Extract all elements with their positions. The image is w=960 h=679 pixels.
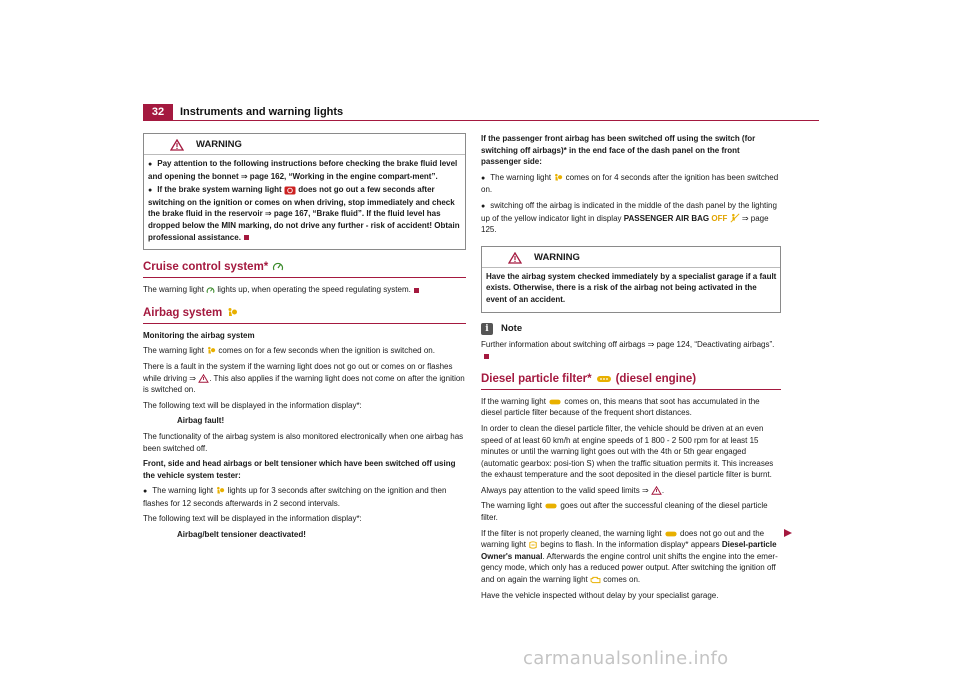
note-info-icon: i [481, 323, 493, 335]
diesel-particle-filter-icon [544, 502, 558, 510]
airbag-icon [553, 173, 563, 183]
display-message-2: Airbag/belt tensioner deactivated! [177, 530, 306, 540]
warning-triangle-icon [170, 139, 184, 151]
diesel-paragraph-4: The warning light goes out after the successful cleaning of the diesel particle filter. [481, 501, 768, 523]
diesel-particle-filter-icon [548, 398, 562, 406]
warning-bullet-1: ● Pay attention to the following instructions before checking the brake fluid level and opening the bonnet ⇒ page 162, “Working in the engine compart-ment”. [148, 158, 462, 182]
diesel-particle-filter-icon [664, 530, 678, 538]
airbag-icon [215, 486, 225, 496]
passenger-bullet-2: ● switching off the airbag is indicated in the middle of the dash panel by the lighting up of the yellow indicator light in display PASSENGER AIR BAG OFF ⇒ page 125. [481, 200, 781, 236]
airbag-subheading-tester: Front, side and head airbags or belt tensioner which have been switched off using the vehicle system tester: [143, 459, 456, 480]
warning-title: WARNING [534, 251, 580, 263]
end-mark [414, 288, 419, 293]
brake-warning-box [143, 133, 466, 250]
brake-warning-icon [284, 186, 296, 195]
passenger-airbag-display-text: PASSENGER AIR BAG [623, 213, 710, 223]
continue-arrow-icon [783, 528, 793, 538]
cruise-control-icon [206, 286, 215, 295]
warning-title: WARNING [196, 139, 242, 151]
engine-control-icon [590, 576, 601, 584]
airbag-paragraph-3: The following text will be displayed in the information display*: [143, 400, 362, 410]
passenger-airbag-heading: If the passenger front airbag has been switched off using the switch (for switching off airbags)* in the end face of the dash panel on the front passenger side: [481, 134, 756, 167]
airbag-icon [226, 307, 238, 319]
warning-triangle-icon [198, 374, 209, 383]
airbag-subheading-monitoring: Monitoring the airbag system [143, 330, 255, 340]
diesel-paragraph-6: Have the vehicle inspected without delay by your specialist garage. [481, 590, 719, 600]
diesel-section-title: Diesel particle filter* (diesel engine) [481, 372, 781, 390]
diesel-paragraph-1: If the warning light comes on, this means that soot has accumulated in the diesel particle filter because of the frequent short distances. [481, 396, 760, 418]
airbag-paragraph-4: The functionality of the airbag system is also monitored electronically when one airbag has been switched off. [143, 431, 464, 453]
airbag-paragraph-1: The warning light comes on for a few seconds when the ignition is switched on. [143, 346, 435, 356]
airbag-paragraph-2: There is a fault in the system if the warning light does not go out or comes on or flashes while driving ⇒ . This also applies if the warning light does not come on after the ignition is switched on. [143, 361, 465, 395]
running-header: Instruments and warning lights [180, 106, 344, 118]
passenger-airbag-off-text: OFF [711, 213, 728, 223]
header-rule [143, 120, 819, 121]
end-mark [484, 354, 489, 359]
warning-triangle-icon [651, 486, 662, 495]
glow-plug-icon [528, 541, 538, 549]
cruise-control-icon [272, 261, 284, 273]
cruise-text: The warning light lights up, when operating the speed regulating system. [143, 284, 466, 296]
passenger-bullet-1: ● The warning light comes on for 4 seconds after the ignition has been switched on. [481, 172, 781, 196]
right-column [481, 133, 781, 605]
diesel-paragraph-3: Always pay attention to the valid speed limits ⇒ . [481, 485, 665, 495]
watermark: carmanualsonline.info [523, 648, 729, 669]
airbag-bullet-1: ● The warning light lights up for 3 seconds after switching on the ignition and then flashes for 12 seconds afterwards in 2 second intervals. [143, 485, 466, 509]
warning-header [144, 136, 465, 155]
left-column [143, 133, 466, 545]
diesel-paragraph-5: If the filter is not properly cleaned, the warning light does not go out and the warning light begins to flash. In the information display* appears Diesel-particle Owner's manual. Afterwards the engine control unit shifts the engine into the emer-gency mode, which only has a reduced power output. After switching the ignition off and on again the warning light comes on. [481, 528, 778, 585]
note-text: Further information about switching off airbags ⇒ page 124, “Deactivating airbags”. [481, 339, 781, 362]
display-message-1: Airbag fault! [177, 416, 225, 426]
airbag-warning-text: Have the airbag system checked immediately by a specialist garage if a fault exists. Otherwise, there is a risk of the airbag not being activated in the event of an accident. [486, 271, 777, 304]
passenger-airbag-off-icon [730, 213, 740, 223]
airbag-paragraph-5: The following text will be displayed in the information display*: [143, 514, 362, 524]
page-number: 32 [143, 104, 173, 120]
warning-header [482, 249, 780, 268]
note-title: Note [501, 322, 523, 334]
diesel-paragraph-2: In order to clean the diesel particle filter, the vehicle should be driven at an even speed of at least 60 km/h at engine speeds of 1 800 - 2 500 rpm for at least 15 minutes or until the warning light goes out with the 4th or 5th gear engaged (automatic gearbox: posi-tion S) when the traffic situation permits it. This increases the exhaust temperature and the soot deposited in the diesel particle filter is burnt. [481, 423, 774, 480]
airbag-section-title: Airbag system [143, 306, 466, 324]
diesel-particle-filter-icon [596, 374, 612, 384]
warning-triangle-icon [508, 252, 522, 264]
warning-bullet-2: ● If the brake system warning light does not go out a few seconds after switching on the ignition or comes on when driving, stop immediately and check the brake fluid in the reservoir ⇒ page 167, “Brake fluid”. If the fluid level has dropped below the MIN marking, do not drive any further - risk of accident! Obtain professional assistance. [148, 184, 462, 243]
airbag-icon [206, 346, 216, 356]
cruise-section-title: Cruise control system* [143, 260, 466, 278]
note-header [481, 323, 781, 335]
end-mark [244, 235, 249, 240]
airbag-warning-box [481, 246, 781, 313]
